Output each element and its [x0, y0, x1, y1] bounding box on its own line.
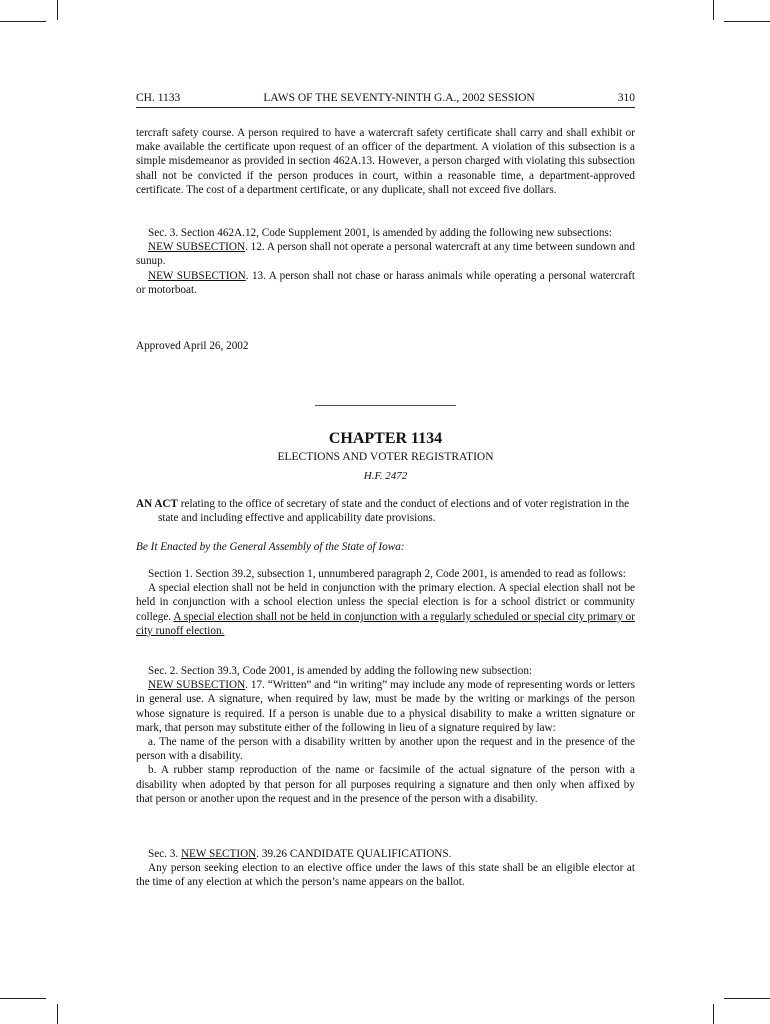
chapter-ref: CH. 1133 [136, 92, 181, 104]
item-b: b. A rubber stamp reproduction of the name or facsimile of the actual signature of the person with a disability when adopted by that person for all purposes requiring a signature and then only when affixed by that person or another upon the request and in the presence of the person with a disability. [136, 764, 635, 805]
crop-mark [713, 0, 714, 20]
crop-mark [57, 0, 58, 20]
page-number: 310 [617, 92, 635, 104]
bill-number: H.F. 2472 [363, 470, 408, 482]
crop-mark [724, 21, 770, 22]
section-1: Section 1. Section 39.2, subsection 1, unnumbered paragraph 2, Code 2001, is amended to read as follows: A special election shall not be held in conjunction with the primary election. A special election shall not be held in conjunction with a school election unless the special election is for a school district or community college. A special election shall not be held in conjunction with a regularly scheduled or special city primary or city runoff election. [136, 568, 635, 637]
header-title: LAWS OF THE SEVENTY-NINTH G.A., 2002 SESSION [263, 92, 535, 104]
act-title: AN ACT relating to the office of secretary of state and the conduct of elections and of voter registration in the state and including effective and applicability date provisions. [136, 498, 630, 525]
paragraph-text: tercraft safety course. A person required to have a watercraft safety certificate shall carry and shall exhibit or make available the certificate upon request of an officer of the department. A violation of this subsection is a simple misdemeanor as provided in section 462A.13. However, a person charged with violating this subsection shall not be convicted if the person produces in court, within a reasonable time, a department-approved certificate. The cost of a department certificate, or any duplicate, shall not exceed five dollars. [136, 127, 635, 196]
section-heading: Sec. 3. Section 462A.12, Code Supplement 2001, is amended by adding the following new subsections: [148, 227, 612, 239]
chapter-subtitle: ELECTIONS AND VOTER REGISTRATION [277, 451, 494, 463]
crop-mark [724, 998, 770, 999]
section-2: Sec. 2. Section 39.3, Code 2001, is amended by adding the following new subsection: NEW SUBSECTION. 17. “Written” and “in writing” may include any mode of representing words or letters in general use. A signature, when required by law, must be made by the writing or markings of the person whose signature is required. If a person is unable due to a physical disability to make a written signature or mark, that person may substitute either of the following in lieu of a signature required by law: a. The name of the person with a disability written by another upon the request and in the presence of the person with a disability. b. A rubber stamp reproduction of the name or facsimile of the actual signature of the person with a disability when adopted by that person for all purposes requiring a signature and then only when affixed by that person or another upon the request and in the presence of the person with a disability. [136, 665, 635, 805]
section-3: Sec. 3. NEW SECTION. 39.26 CANDIDATE QUALIFICATIONS. Any person seeking election to an elective office under the laws of this state shall be an eligible elector at the time of any election at which the person’s name appears on the ballot. [136, 848, 635, 889]
chapter-title: CHAPTER 1134 [328, 430, 443, 447]
divider [315, 405, 456, 406]
approval-date: Approved April 26, 2002 [136, 340, 249, 352]
enacting-clause: Be It Enacted by the General Assembly of the State of Iowa: [136, 541, 405, 553]
crop-mark [57, 1004, 58, 1024]
crop-mark [713, 1004, 714, 1024]
crop-mark [0, 21, 46, 22]
subsection-12: NEW SUBSECTION. 12. A person shall not operate a personal watercraft at any time between sundown and sunup. [136, 241, 635, 268]
crop-mark [0, 998, 46, 999]
continued-paragraph [136, 126, 635, 197]
running-header [136, 92, 635, 108]
item-a: a. The name of the person with a disability written by another upon the request and in the presence of the person with a disability. [136, 736, 635, 763]
subsection-13: NEW SUBSECTION. 13. A person shall not chase or harass animals while operating a personal watercraft or motorboat. [136, 269, 635, 296]
section-3-prev [136, 226, 635, 297]
